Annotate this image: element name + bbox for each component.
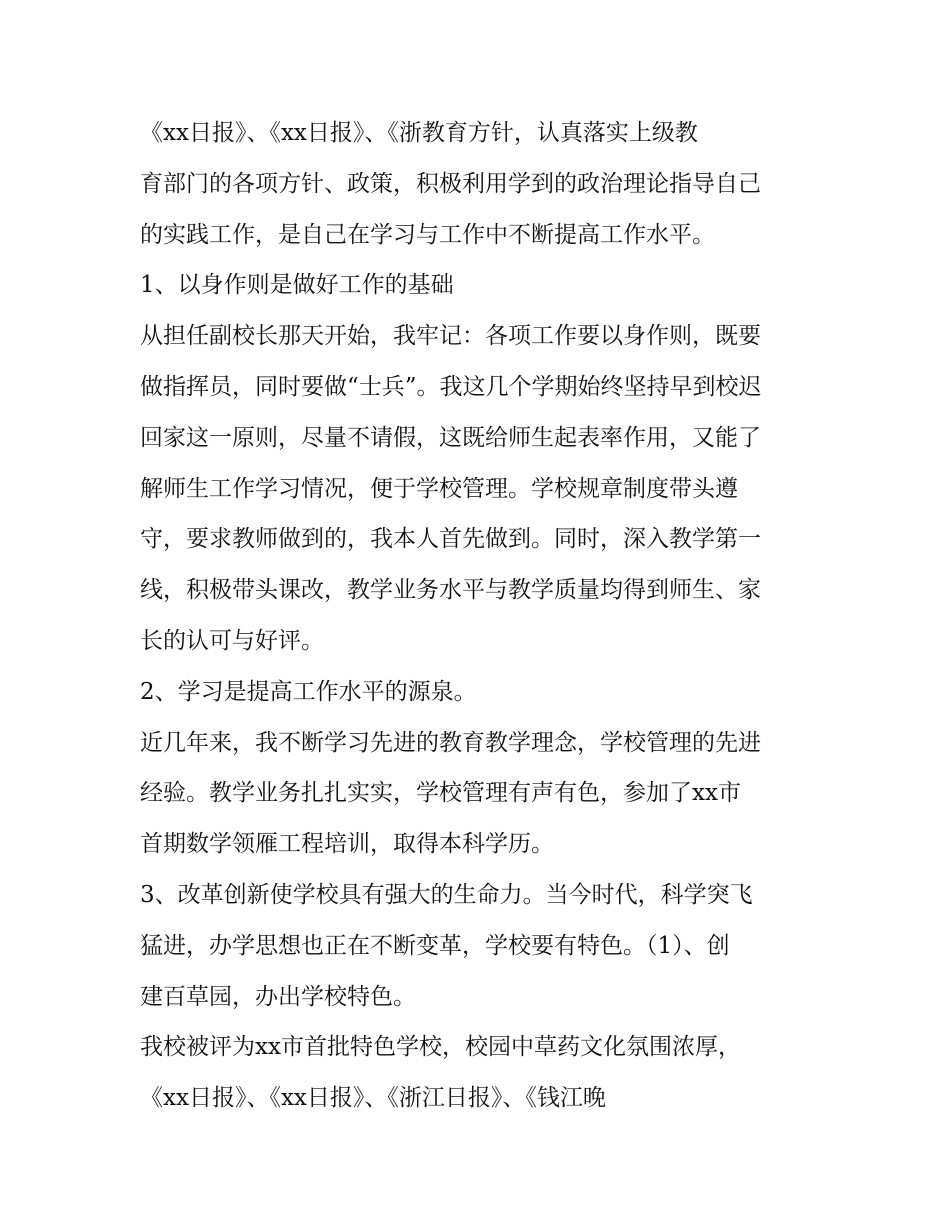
text-line: 《xx日报》、《xx日报》、《浙教育方针，认真落实上级教 (140, 120, 698, 146)
text-line: 建百草园，办出学校特色。 (140, 983, 416, 1010)
text-line: 回家这一原则，尽量不请假，这既给师生起表率作用，又能了 (140, 424, 761, 451)
text-line: 解师生工作学习情况，便于学校管理。学校规章制度带头遵 (140, 475, 738, 502)
text-line: 近几年来，我不断学习先进的教育教学理念，学校管理的先进 (140, 729, 761, 756)
text-line: 从担任副校长那天开始，我牢记：各项工作要以身作则，既要 (140, 323, 761, 350)
text-line: 守，要求教师做到的，我本人首先做到。同时，深入教学第一 (140, 526, 761, 553)
text-line: 《xx日报》、《xx日报》、《浙江日报》、《钱江晚 (140, 1085, 606, 1112)
document-body (140, 108, 820, 1124)
text-line: 经验。教学业务扎扎实实，学校管理有声有色，参加了xx市 (140, 780, 741, 807)
text-line: 猛进，办学思想也正在不断变革，学校要有特色。（1）、创 (140, 932, 730, 959)
text-line: 首期数学领雁工程培训，取得本科学历。 (140, 831, 554, 858)
section-heading-3: 3、改革创新使学校具有强大的生命力。当今时代，科学突飞 (140, 881, 753, 908)
section-heading-2: 2、学习是提高工作水平的源泉。 (140, 678, 477, 705)
text-line: 的实践工作，是自己在学习与工作中不断提高工作水平。 (140, 221, 715, 248)
section-heading-1: 1、以身作则是做好工作的基础 (140, 272, 454, 299)
text-line: 我校被评为xx市首批特色学校，校园中草药文化氛围浓厚， (140, 1034, 741, 1061)
text-line: 做指挥员，同时要做“士兵”。我这几个学期始终坚持早到校迟 (140, 373, 762, 400)
text-line: 长的认可与好评。 (140, 627, 324, 654)
text-line: 线，积极带头课改，教学业务水平与教学质量均得到师生、家 (140, 577, 761, 604)
text-line: 育部门的各项方针、政策，积极利用学到的政治理论指导自己 (140, 170, 761, 197)
